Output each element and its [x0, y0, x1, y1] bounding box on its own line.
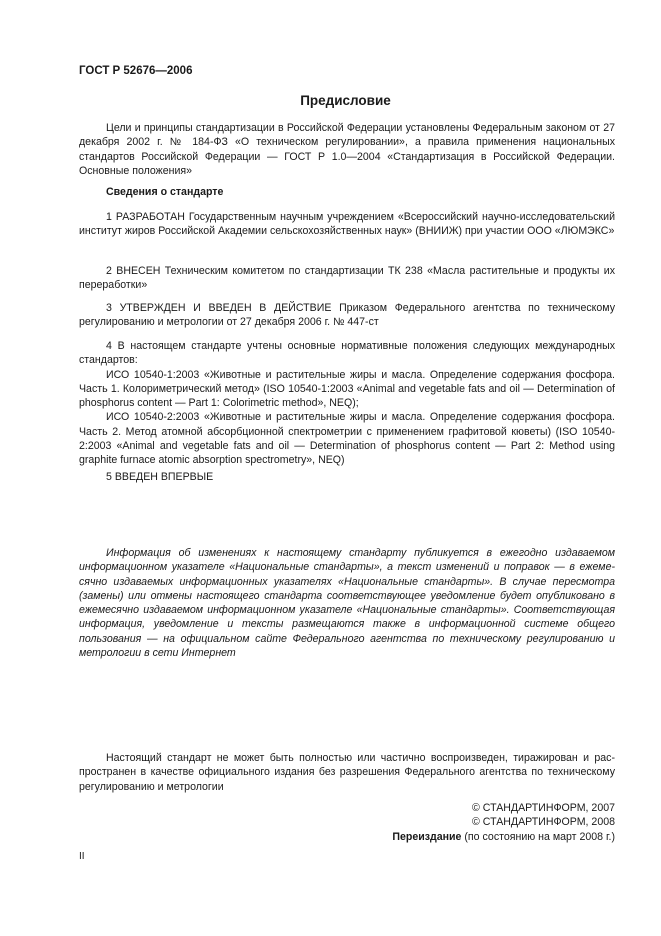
about-heading-section [79, 185, 615, 199]
reissue-note: (по состоянию на март 2008 г.) [464, 830, 615, 843]
item-developed-section [79, 210, 615, 239]
document-header: ГОСТ Р 52676—2006 [79, 65, 193, 77]
item-international-ref-1: ИСО 10540-1:2003 «Животные и растительные жиры и масла. Определение содержания фосфора. Часть 1. Колориметрический метод» (ISO 10540-1:2003 «Animal and vegetable fats and oil — Determination of phosphorus content — Part 1: Colorimetric method», NEQ); [79, 368, 615, 410]
copyright-line-2007: © СТАНДАРТИНФОРМ, 2007 [472, 802, 615, 814]
item-first-time-section [79, 470, 615, 484]
reissue-line [392, 830, 615, 844]
page-number: II [79, 851, 85, 862]
intro-section [79, 121, 615, 178]
reissue-label: Переиздание [392, 830, 462, 843]
item-international-intro: 4 В настоящем стандарте учтены основные нормативные положения следующих международных стандартов: [79, 340, 615, 367]
item-developed: 1 РАЗРАБОТАН Государственным научным учреждением «Всероссийский научно-исследовательский институт жиров Российской Академии сельскохозяйственных наук» (ВНИИЖ) при участии ООО «ЛЮМЭКС» [79, 211, 615, 238]
about-standard-heading: Сведения о стандарте [106, 186, 224, 198]
copyright-line-2008: © СТАНДАРТИНФОРМ, 2008 [472, 816, 615, 829]
item-submitted-section [79, 264, 615, 293]
reproduction-notice-section [79, 751, 615, 794]
item-approved: 3 УТВЕРЖДЕН И ВВЕДЕН В ДЕЙСТВИЕ Приказом Федерального агентства по техническому регулированию и метрологии от 27 декабря 2006 г. № 447-ст [79, 302, 615, 329]
reproduction-notice: Настоящий стандарт не может быть полностью или частично воспроизведен, тиражирован и распространен в качестве официального издания без разрешения Федерального агентства по техническому регулированию и метрологии [79, 752, 615, 793]
item-submitted: 2 ВНЕСЕН Техническим комитетом по стандартизации ТК 238 «Масла растительные и продукты их переработки» [79, 265, 615, 292]
info-notice: Информация об изменениях к настоящему стандарту публикуется в ежегодно издаваемом информационном указателе «Национальные стандарты», а текст изменений и поправок — в ежемесячно издаваемых информационных указателях «Национальные стандарты». В случае пересмотра (замены) или отмены настоящего стандарта соответствующее уведомление будет опубликовано в ежемесячно издаваемом информационном указателе «Национальные стандарты». Соответствующая информация, уведомление и тексты размещаются также в информационной системе общего пользования — на официальном сайте Федерального агентства по техническому регулированию и метрологии в сети Интернет [79, 547, 615, 660]
page-title: Предисловие [300, 93, 391, 108]
item-international-section [79, 339, 615, 468]
item-international-ref-2: ИСО 10540-2:2003 «Животные и растительные жиры и масла. Определение содержания фосфора. Часть 2. Метод атомной абсорбционной спектрометрии с применением графитовой кюветы) (ISO 10540-2:2003 «Animal and vegetable fats and oil — Determination of phosphorus content — Part 2: Method using graphite furnace atomic absorption spectrometry», NEQ) [79, 411, 615, 467]
info-notice-section [79, 546, 615, 660]
item-approved-section [79, 301, 615, 330]
intro-paragraph: Цели и принципы стандартизации в Российской Федерации установлены Федеральным законом от 27 декабря 2002 г. № 184-ФЗ «О техническом регулировании», а правила применения национальных стандартов Российской Федерации — ГОСТ Р 1.0—2004 «Стандартизация в Российской Федерации. Основные положения» [79, 122, 615, 177]
copyright-block [392, 801, 615, 844]
item-first-time: 5 ВВЕДЕН ВПЕРВЫЕ [106, 471, 214, 483]
